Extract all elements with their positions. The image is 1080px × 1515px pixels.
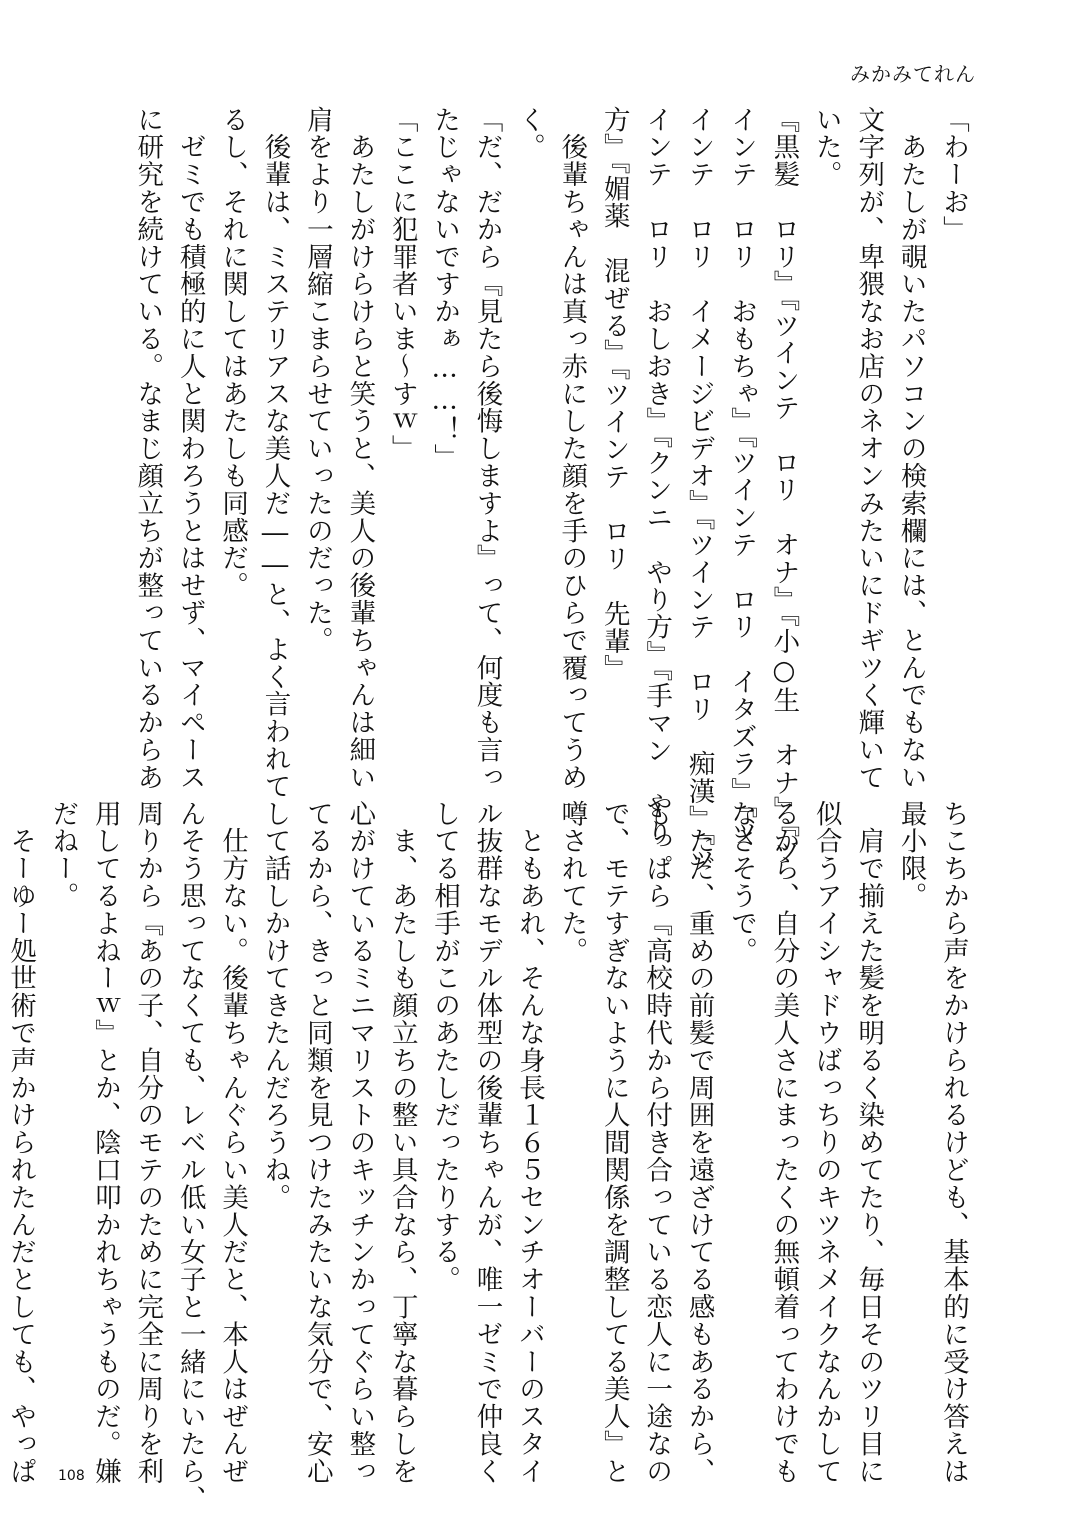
text-line: だねー。 [47, 800, 79, 910]
text-line: 方』『媚薬 混ぜる』『ツインテ ロリ 先輩』 [598, 106, 630, 683]
text-line: そーゆー処世術で声かけられたんだとしても、やっぱ [5, 800, 37, 1485]
text-line: 用してるよねーｗ』とか、陰口叩かれちゃうものだ。嫌 [89, 800, 121, 1485]
text-line: ゼミでも積極的に人と関わろうとはせず、マイペース [174, 106, 206, 791]
text-line: ル抜群なモデル体型の後輩ちゃんが、唯一ゼミで仲良く [471, 800, 503, 1485]
text-line: 最小限。 [895, 800, 927, 910]
text-line: ちこちから声をかけられるけども、基本的に受け答えは [938, 800, 969, 1485]
page-number: 108 [58, 1468, 85, 1484]
text-line: 肩で揃えた髪を明るく染めてたり、毎日そのツリ目に [853, 800, 885, 1485]
author-name: みかみてれん [850, 62, 976, 86]
text-line: 「わーお」 [938, 106, 969, 243]
text-line: く。 [513, 106, 545, 161]
text-line: してる相手がこのあたしだったりする。 [429, 800, 461, 1294]
text-line: あたしが覗いたパソコンの検索欄には、とんでもない [895, 106, 927, 791]
text-line: たじゃないですかぁ……！」 [429, 106, 461, 472]
text-line: インテ ロリ イメージビデオ』『ツインテ ロリ 痴漢』『ツ [683, 106, 715, 875]
text-line: 後輩は、ミステリアスな美人だ――と、よく言われて [259, 106, 291, 800]
text-line: ただ、重めの前髪で周囲を遠ざけてる感もあるから、 [683, 800, 715, 1485]
text-line: 「だ、だから『見たら後悔しますよ』って、何度も言っ [471, 106, 503, 791]
text-line: 心がけているミニマリストのキッチンかってぐらい整っ [344, 800, 376, 1485]
text-line: で、モテすぎないように人間関係を調整してる美人』と [598, 800, 630, 1485]
text-line: 周りから『あの子、自分のモテのために完全に周りを利 [132, 800, 164, 1485]
text-line: いた。 [810, 106, 842, 189]
text-line: るから、自分の美人さにまったくの無頓着ってわけでも [768, 800, 800, 1485]
text-line: てるから、きっと同類を見つけたみたいな気分で、安心 [301, 800, 333, 1485]
text-line: あたしがけらけらと笑うと、美人の後輩ちゃんは細い [344, 106, 376, 791]
text-line: 仕方ない。後輩ちゃんぐらい美人だと、本人はぜんぜ [217, 800, 249, 1485]
text-line: 噂されてた。 [556, 800, 588, 965]
text-line: ま、あたしも顔立ちの整い具合なら、丁寧な暮らしを [386, 800, 418, 1485]
text-line: インテ ロリ おしおき』『クンニ やり方』『手マン やり [641, 106, 673, 847]
text-line: 肩をより一層縮こまらせていったのだった。 [301, 106, 333, 654]
text-line: 後輩ちゃんは真っ赤にした顔を手のひらで覆ってうめ [556, 106, 588, 791]
text-line: 文字列が、卑猥なお店のネオンみたいにドギツく輝いて [853, 106, 885, 791]
text-line: るし、それに関してはあたしも同感だ。 [217, 106, 249, 600]
text-line: インテ ロリ おもちゃ』『ツインテ ロリ イタズラ』『ツ [725, 106, 757, 847]
text-line: なさそうで。 [725, 800, 757, 965]
text-line: 似合うアイシャドウばっちりのキツネメイクなんかして [810, 800, 842, 1485]
text-line: んそう思ってなくても、レベル低い女子と一緒にいたら、 [174, 800, 206, 1513]
text-line: して話しかけてきたんだろうね。 [259, 800, 291, 1211]
text-line: 「ここに犯罪者いま～すｗ」 [386, 106, 418, 463]
text-line: もっぱら『高校時代から付き合っている恋人に一途なの [641, 800, 673, 1485]
text-line: ともあれ、そんな身長１６５センチオーバーのスタイ [513, 800, 545, 1485]
text-line: に研究を続けている。なまじ顔立ちが整っているからあ [132, 106, 164, 791]
text-line: 『黒髪 ロリ』『ツインテ ロリ オナ』『小○生 オナ』『ツ [768, 106, 800, 866]
